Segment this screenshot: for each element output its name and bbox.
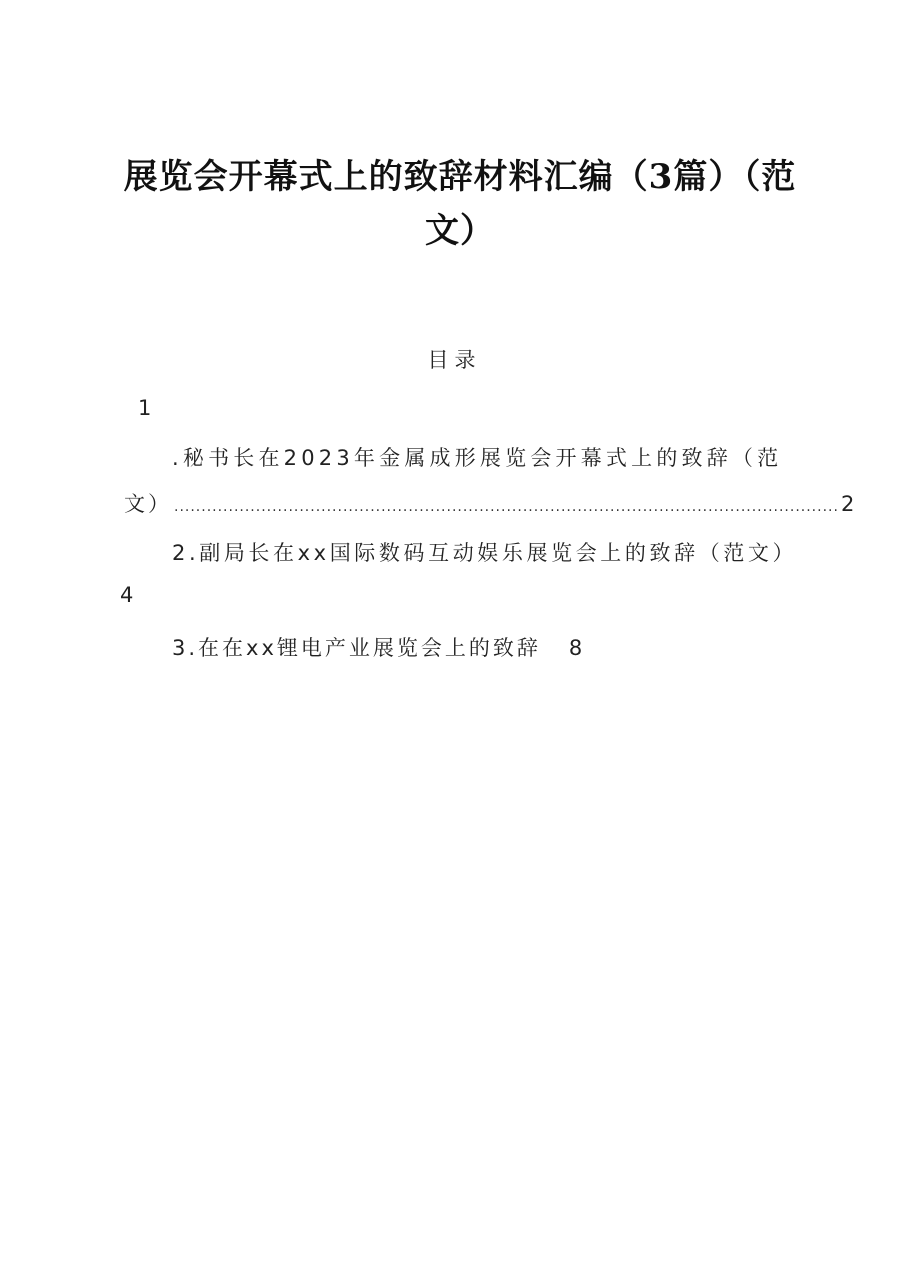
toc-entry-1-page-number: 2 xyxy=(840,492,855,516)
toc-entry-2[interactable]: 2.副局长在xx国际数码互动娱乐展览会上的致辞（范文） xyxy=(172,541,798,565)
toc-entry-1-text-continued: 文） xyxy=(124,492,172,516)
toc-dot-leader: .......................................................................................................................... xyxy=(174,499,839,515)
toc-stray-number: 1 xyxy=(138,396,152,420)
title-line-2: 文） xyxy=(425,211,495,251)
document-title xyxy=(120,150,800,258)
title-line-1: 展览会开幕式上的致辞材料汇编（3篇）（范 xyxy=(123,157,797,197)
toc-entry-3-page-number: 8 xyxy=(568,636,583,660)
toc-entry-1-line-2[interactable] xyxy=(124,488,855,518)
toc-entry-1-line-1[interactable]: .秘书长在2023年金属成形展览会开幕式上的致辞（范 xyxy=(172,446,783,470)
toc-entry-2-page-number: 4 xyxy=(120,583,134,607)
toc-entry-3-text: 3.在在xx锂电产业展览会上的致辞 xyxy=(172,636,541,660)
toc-heading: 目录 xyxy=(427,348,482,372)
toc-entry-3[interactable] xyxy=(172,632,582,662)
